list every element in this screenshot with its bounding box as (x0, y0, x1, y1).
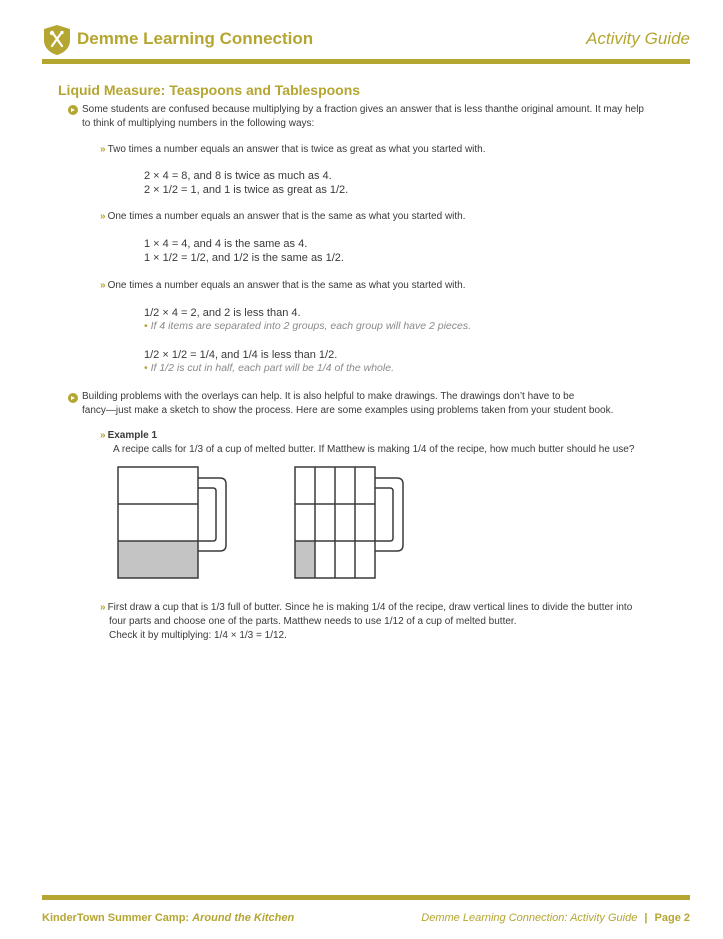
footer-camp-theme: Around the Kitchen (192, 912, 295, 924)
cup-handle (198, 478, 226, 551)
footer-divider (42, 895, 690, 900)
example-label: Example 1 (107, 430, 158, 441)
footer-camp-name: KinderTown Summer Camp: (42, 912, 193, 924)
bullet-1-line-1: Some students are confused because multiplying by a fraction gives an answer that is less thanthe original amount. It may help (82, 104, 644, 115)
example-explanation (100, 601, 632, 615)
chevron-right-icon: » (100, 144, 106, 155)
bullet-2-line-2: fancy—just make a sketch to show the process. Here are some examples using problems taken from your student book. (82, 405, 614, 416)
section-title: Liquid Measure: Teaspoons and Tablespoons (58, 82, 361, 98)
sub-item-3-text: One times a number equals an answer that is the same as what you started with. (107, 280, 466, 291)
equation: 1 × 4 = 4, and 4 is the same as 4. (144, 238, 308, 250)
cup-one-twelfth-diagram (293, 466, 409, 580)
equation: 1/2 × 1/2 = 1/4, and 1/4 is less than 1/2. (144, 349, 338, 361)
footer-page-info (421, 912, 690, 924)
circle-arrow-bullet-icon (68, 393, 78, 403)
circle-arrow-bullet-icon (68, 105, 78, 115)
bullet-paragraph-1 (82, 103, 644, 131)
bullet-dot-icon: • (144, 362, 151, 374)
footer-doc-title: Demme Learning Connection: Activity Guide (421, 912, 638, 924)
chevron-right-icon: » (100, 280, 106, 291)
butter-fill (118, 541, 198, 578)
chevron-right-icon: » (100, 211, 106, 222)
bullet-dot-icon: • (144, 320, 151, 332)
cup-one-third-diagram (116, 466, 232, 580)
equation: 1/2 × 4 = 2, and 2 is less than 4. (144, 307, 301, 319)
check-line: Check it by multiplying: 1/4 × 1/3 = 1/12. (109, 630, 287, 641)
page-header (0, 0, 723, 64)
explanation-line-1: First draw a cup that is 1/3 full of butter. Since he is making 1/4 of the recipe, draw vertical lines to divide the butter into (107, 602, 633, 613)
equation: 1 × 1/2 = 1/2, and 1/2 is the same as 1/2. (144, 252, 344, 264)
chevron-right-icon: » (100, 430, 106, 441)
explanation-line-2: four parts and choose one of the parts. Matthew needs to use 1/12 of a cup of melted butter. (109, 616, 517, 627)
sub-item-1 (100, 143, 486, 157)
sub-item-3 (100, 279, 466, 293)
bullet-1-line-2: to think of multiplying numbers in the following ways: (82, 118, 315, 129)
explanation-note (144, 320, 471, 332)
sub-item-2 (100, 210, 466, 224)
butter-fill (295, 541, 315, 578)
page-number: Page 2 (654, 912, 690, 924)
document-type: Activity Guide (586, 29, 690, 48)
equation: 2 × 1/2 = 1, and 1 is twice as great as 1/2. (144, 184, 349, 196)
chevron-right-icon: » (100, 602, 106, 613)
sub-item-2-text: One times a number equals an answer that is the same as what you started with. (107, 211, 466, 222)
example-heading (100, 429, 157, 443)
header-divider (42, 59, 690, 64)
bullet-2-line-1: Building problems with the overlays can help. It is also helpful to make drawings. The drawings don’t have to be (82, 391, 575, 402)
explanation-note-text: If 1/2 is cut in half, each part will be 1/4 of the whole. (150, 362, 394, 374)
cup-handle (375, 478, 403, 551)
brand-name: Demme Learning Connection (77, 29, 314, 48)
footer-camp-title (42, 912, 294, 924)
explanation-note (144, 362, 394, 374)
sub-item-1-text: Two times a number equals an answer that is twice as great as what you started with. (107, 144, 486, 155)
utensils-shield-logo-icon (42, 24, 72, 56)
footer-separator: | (644, 912, 648, 924)
explanation-note-text: If 4 items are separated into 2 groups, each group will have 2 pieces. (150, 320, 472, 332)
bullet-paragraph-2 (82, 390, 613, 418)
example-problem: A recipe calls for 1/3 of a cup of melted butter. If Matthew is making 1/4 of the recipe, how much butter should he use? (113, 444, 635, 455)
equation: 2 × 4 = 8, and 8 is twice as much as 4. (144, 170, 332, 182)
